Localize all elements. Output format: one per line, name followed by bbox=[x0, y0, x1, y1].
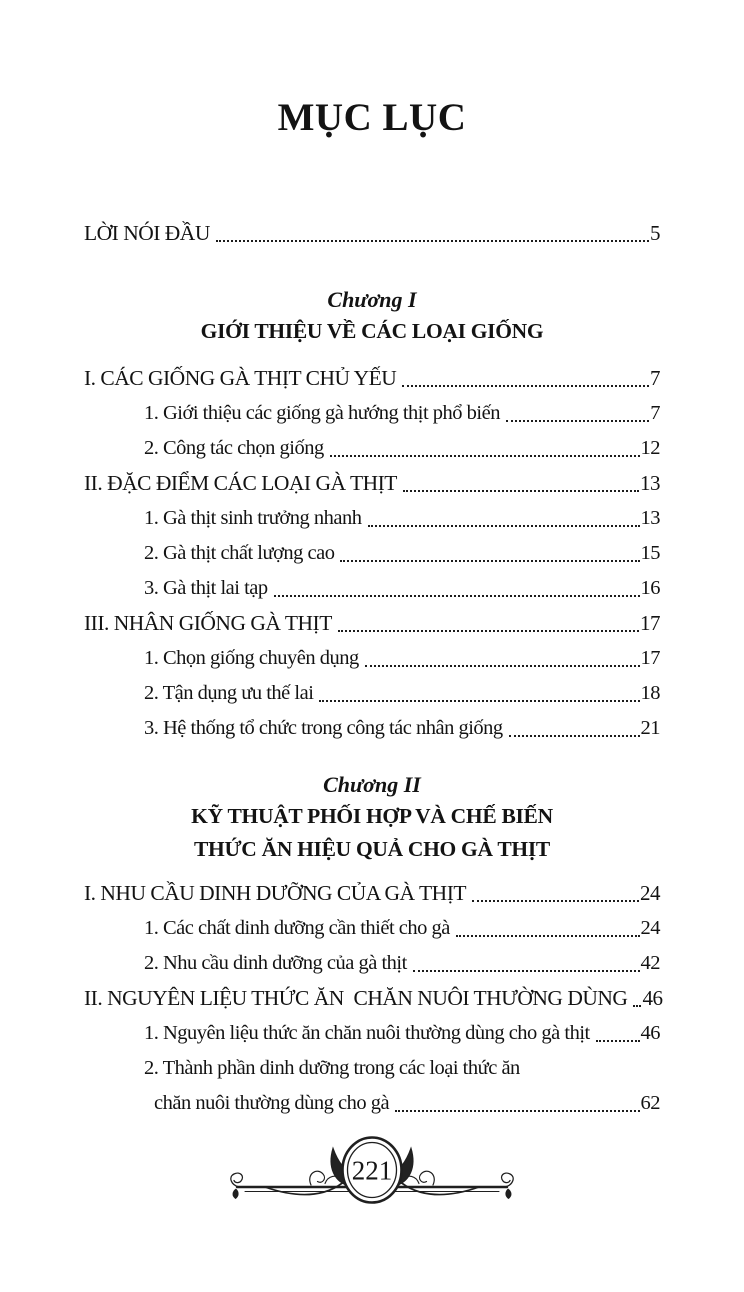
toc-entry bbox=[84, 1013, 660, 1048]
toc-entry-label: II. NGUYÊN LIỆU THỨC ĂN CHĂN NUÔI THƯỜNG DÙNG bbox=[84, 986, 628, 1010]
toc-entry-label: II. ĐẶC ĐIỂM CÁC LOẠI GÀ THỊT bbox=[84, 471, 397, 495]
dot-leader bbox=[509, 735, 640, 737]
toc-entry-label: 2. Nhu cầu dinh dưỡng của gà thịt bbox=[144, 952, 407, 974]
toc-entry-page: 18 bbox=[640, 682, 660, 704]
toc-entry-label: I. NHU CẦU DINH DƯỠNG CỦA GÀ THỊT bbox=[84, 881, 466, 905]
toc-entry-label: 1. Gà thịt sinh trưởng nhanh bbox=[144, 507, 362, 529]
page-number: 221 bbox=[351, 1155, 393, 1186]
toc-entry bbox=[84, 673, 660, 708]
toc-entry-label: LỜI NÓI ĐẦU bbox=[84, 221, 210, 245]
toc-entry bbox=[84, 358, 660, 393]
dot-leader bbox=[368, 525, 640, 527]
toc-entry-page: 46 bbox=[640, 1022, 660, 1044]
toc-entry-foreword bbox=[84, 213, 660, 248]
toc-entry-page: 15 bbox=[640, 542, 660, 564]
toc-entry-label: 1. Các chất dinh dưỡng cần thiết cho gà bbox=[144, 917, 450, 939]
toc-entry bbox=[84, 533, 660, 568]
toc-entry-label: 2. Thành phần dinh dưỡng trong các loại thức ăn bbox=[144, 1057, 520, 1079]
toc-entry-page: 7 bbox=[650, 402, 660, 424]
toc-entry-page: 62 bbox=[640, 1092, 660, 1114]
dot-leader bbox=[330, 455, 640, 457]
toc-entry-page: 16 bbox=[640, 577, 660, 599]
toc-entry-page: 7 bbox=[650, 366, 660, 390]
toc-entry-label: 1. Chọn giống chuyên dụng bbox=[144, 647, 359, 669]
chapter-2-name: Chương II bbox=[323, 772, 421, 797]
page-number-ornament bbox=[0, 1130, 744, 1218]
toc-entry-label: 2. Gà thịt chất lượng cao bbox=[144, 542, 335, 564]
toc-entry bbox=[84, 463, 660, 498]
dot-leader bbox=[338, 630, 639, 632]
dot-leader bbox=[413, 970, 640, 972]
toc-entry-page: 46 bbox=[642, 986, 663, 1010]
dot-leader bbox=[319, 700, 639, 702]
toc-entry-label: III. NHÂN GIỐNG GÀ THỊT bbox=[84, 611, 332, 635]
toc-entry bbox=[84, 568, 660, 603]
page-title: MỤC LỤC bbox=[277, 96, 467, 139]
dot-leader bbox=[596, 1040, 640, 1042]
chapter-1-heading bbox=[84, 285, 660, 348]
toc-entry bbox=[84, 943, 660, 978]
dot-leader bbox=[472, 900, 639, 902]
toc-entry-label: chăn nuôi thường dùng cho gà bbox=[154, 1092, 390, 1114]
chapter-1-title: GIỚI THIỆU VỀ CÁC LOẠI GIỐNG bbox=[200, 319, 544, 343]
dot-leader bbox=[274, 595, 640, 597]
toc-entry bbox=[84, 498, 660, 533]
toc-entry-page: 42 bbox=[640, 952, 660, 974]
toc-entry bbox=[84, 978, 663, 1013]
toc-entry-page: 17 bbox=[640, 647, 660, 669]
dot-leader bbox=[633, 1005, 641, 1007]
toc-entry-page: 13 bbox=[640, 471, 660, 495]
toc-entry bbox=[84, 873, 660, 908]
toc-entry bbox=[84, 393, 660, 428]
toc-entry-label: 3. Hệ thống tổ chức trong công tác nhân giống bbox=[144, 717, 503, 739]
toc-entry-page: 12 bbox=[640, 437, 660, 459]
chapter-2-title-line-2: THỨC ĂN HIỆU QUẢ CHO GÀ THỊT bbox=[194, 837, 550, 861]
toc-entry bbox=[84, 908, 660, 943]
dot-leader bbox=[365, 665, 640, 667]
dot-leader bbox=[340, 560, 639, 562]
toc-entry-wrapped-line-1 bbox=[84, 1048, 660, 1083]
dot-leader bbox=[216, 240, 649, 242]
table-of-contents bbox=[84, 213, 663, 1118]
ornament-flourish-icon bbox=[227, 1130, 517, 1218]
toc-entry bbox=[84, 708, 660, 743]
toc-entry-label: 3. Gà thịt lai tạp bbox=[144, 577, 268, 599]
dot-leader bbox=[456, 935, 640, 937]
toc-entry-label: 1. Nguyên liệu thức ăn chăn nuôi thường dùng cho gà thịt bbox=[144, 1022, 590, 1044]
dot-leader bbox=[403, 490, 639, 492]
toc-entry-page: 24 bbox=[640, 917, 660, 939]
toc-entry bbox=[84, 428, 660, 463]
toc-entry-label: 2. Công tác chọn giống bbox=[144, 437, 324, 459]
toc-entry bbox=[84, 603, 660, 638]
toc-entry-page: 21 bbox=[640, 717, 660, 739]
chapter-2-heading bbox=[84, 770, 660, 866]
toc-entry-page: 17 bbox=[640, 611, 660, 635]
toc-entry-wrapped-line-2 bbox=[84, 1083, 660, 1118]
dot-leader bbox=[402, 385, 649, 387]
toc-entry-label: I. CÁC GIỐNG GÀ THỊT CHỦ YẾU bbox=[84, 366, 397, 390]
dot-leader bbox=[506, 420, 649, 422]
toc-entry bbox=[84, 638, 660, 673]
toc-entry-page: 13 bbox=[640, 507, 660, 529]
toc-entry-page: 5 bbox=[650, 221, 660, 245]
toc-entry-page: 24 bbox=[640, 881, 660, 905]
chapter-2-title-line-1: KỸ THUẬT PHỐI HỢP VÀ CHẾ BIẾN bbox=[191, 804, 553, 828]
chapter-1-name: Chương I bbox=[327, 287, 417, 312]
toc-entry-label: 1. Giới thiệu các giống gà hướng thịt phổ biến bbox=[144, 402, 500, 424]
toc-entry-label: 2. Tận dụng ưu thế lai bbox=[144, 682, 314, 704]
dot-leader bbox=[395, 1110, 639, 1112]
